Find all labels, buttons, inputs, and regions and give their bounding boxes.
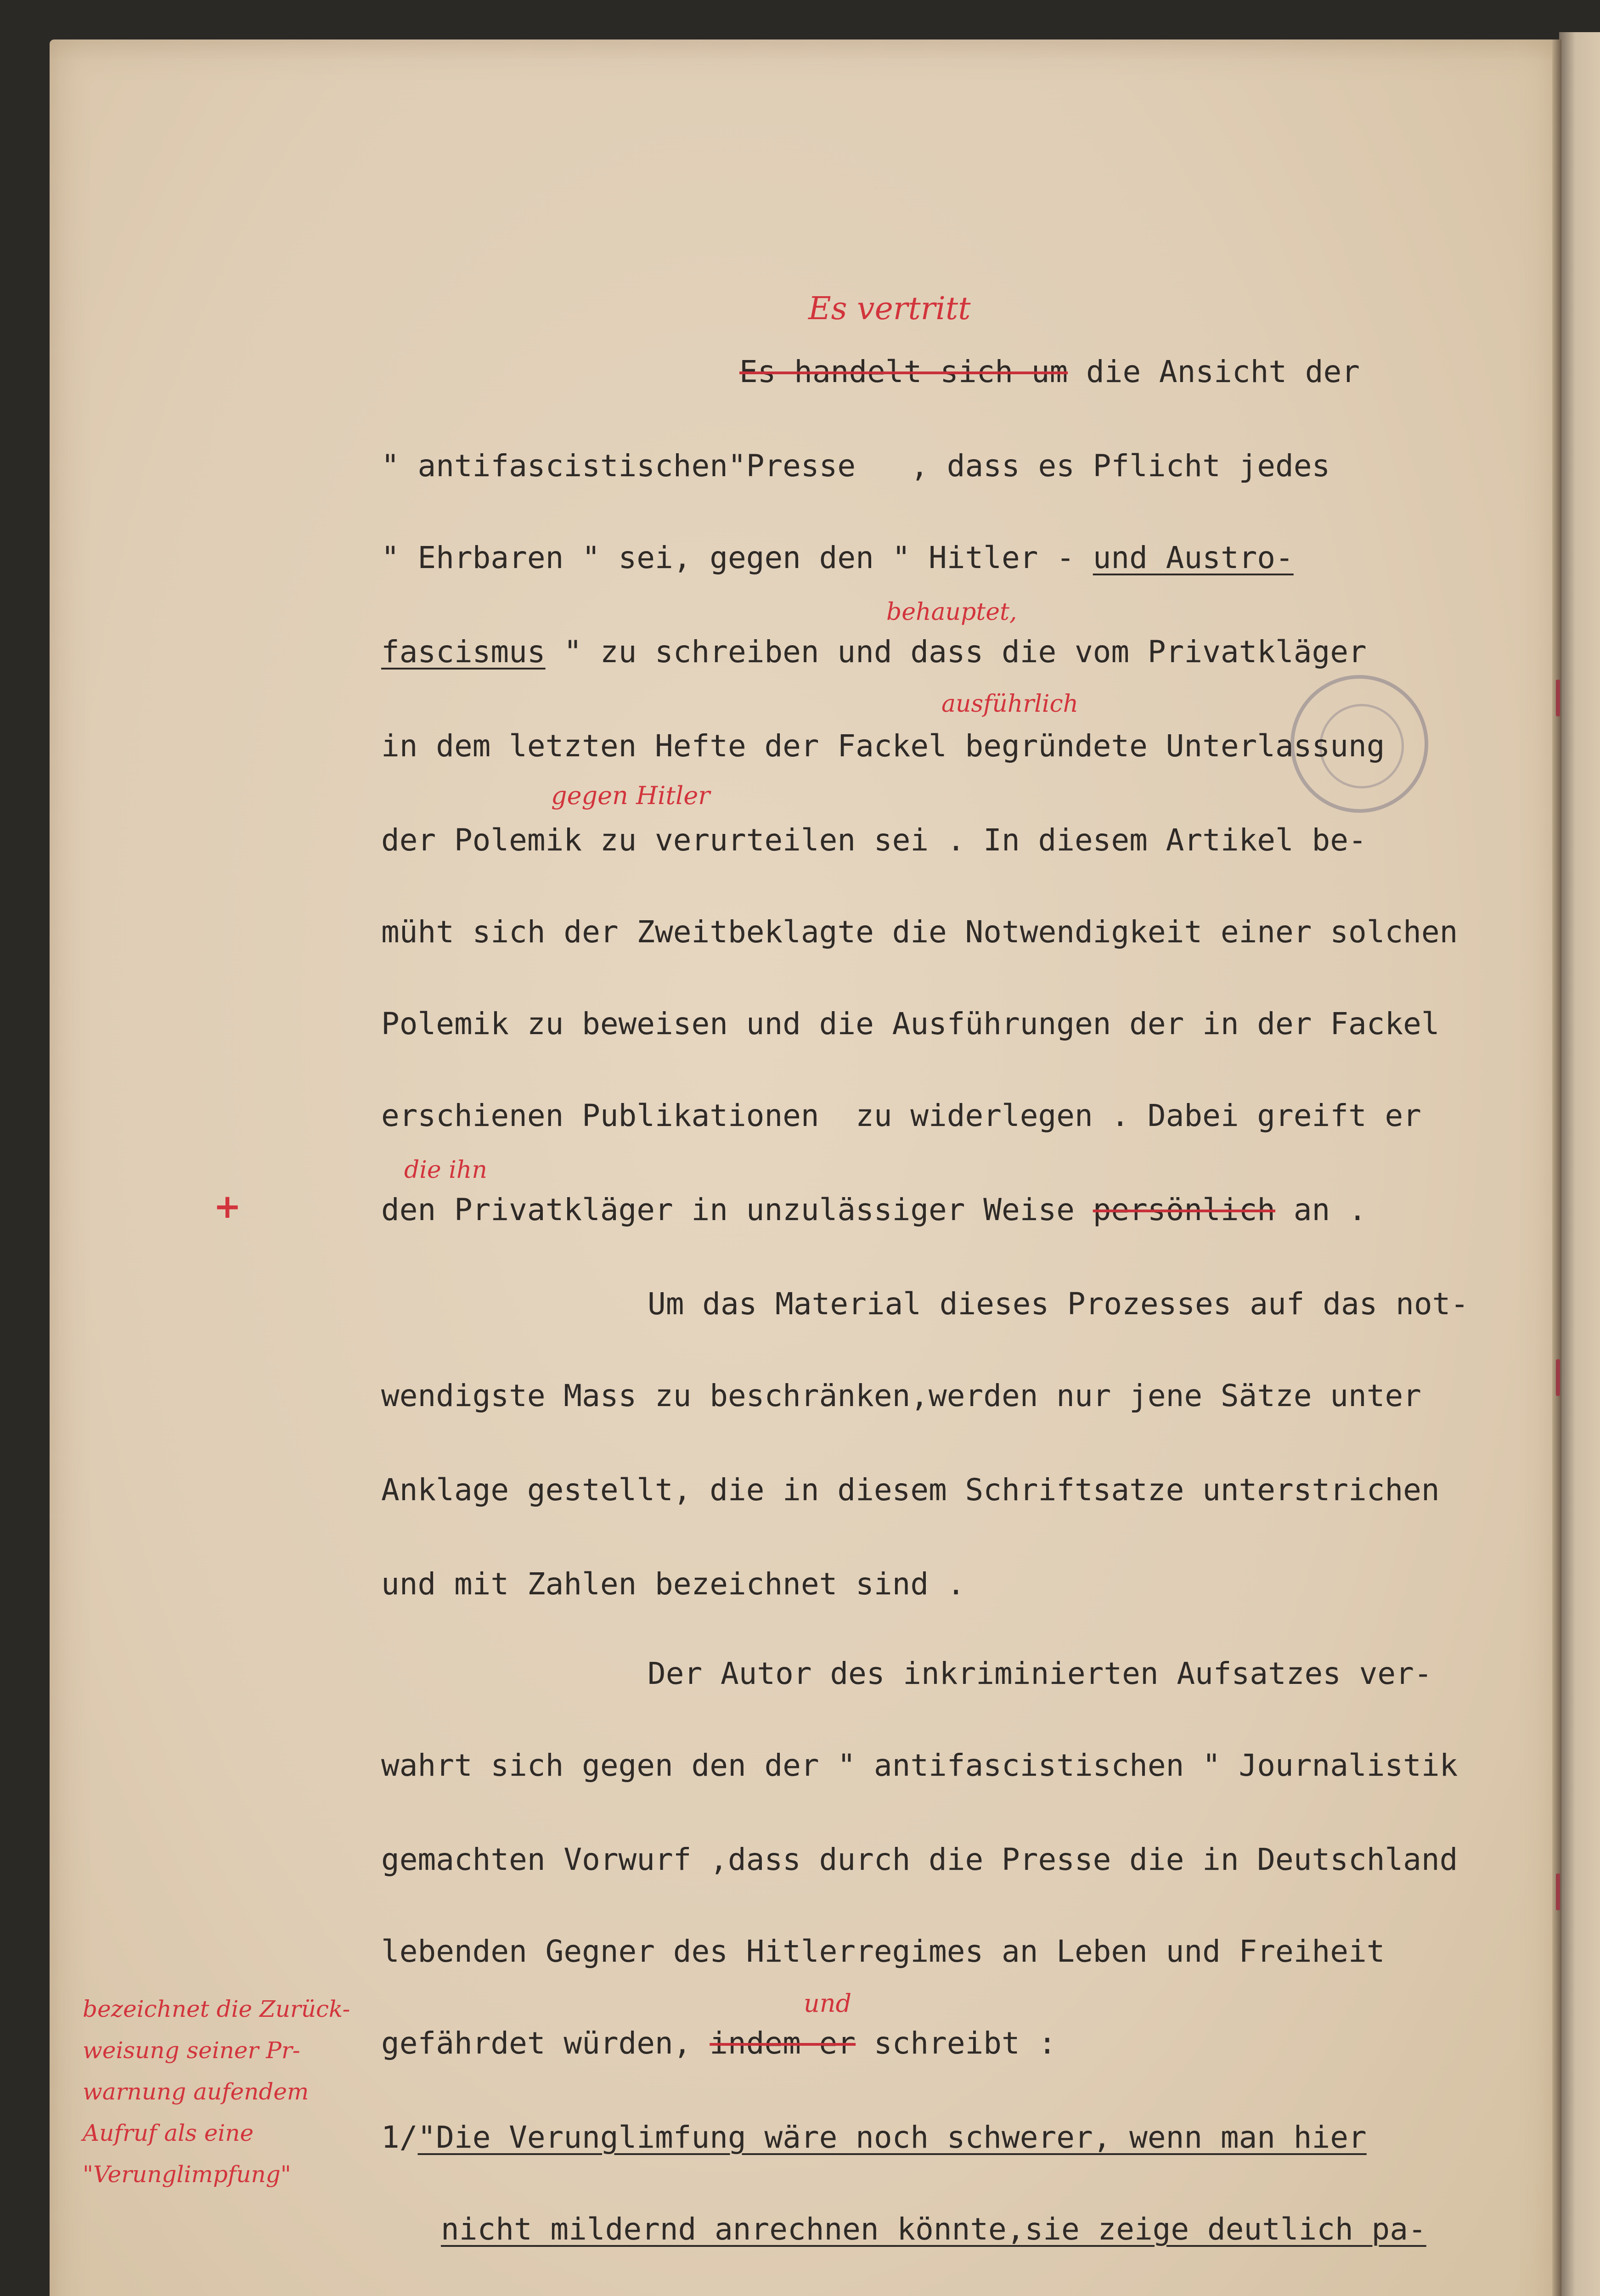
annotation-above-line1: Es vertritt — [808, 291, 971, 327]
p1-line4: fascismus " zu schreiben und dass die vom Privatkläger — [381, 634, 1367, 670]
p1-line1: Es handelt sich um die Ansicht der — [739, 354, 1360, 389]
p1-line6: der Polemik zu verurteilen sei . In diesem Artikel be- — [381, 822, 1367, 858]
struck-text: persönlich — [1093, 1192, 1276, 1227]
p1-line2: " antifascistischen"Presse , dass es Pflicht jedes — [381, 448, 1330, 484]
p3-line1: Der Autor des inkriminierten Aufsatzes ver- — [648, 1656, 1432, 1691]
p3-line4: lebenden Gegner des Hitlerregimes an Leben und Freiheit — [381, 1934, 1385, 1969]
annotation-above-line4: behauptet, — [886, 598, 1017, 626]
p1-line3: " Ehrbaren " sei, gegen den " Hitler - und Austro- — [381, 540, 1294, 575]
p2-line1: Um das Material dieses Prozesses auf das not- — [648, 1286, 1469, 1322]
p2-line3: Anklage gestellt, die in diesem Schriftsatze unterstrichen — [381, 1472, 1440, 1508]
p1-line10: den Privatkläger in unzulässiger Weise persönlich an . — [381, 1192, 1367, 1227]
underlined-text: fascismus — [381, 634, 546, 670]
p3-line5: gefährdet würden, indem er schreibt : — [381, 2026, 1057, 2061]
quote-line1: 1/"Die Verunglimfung wäre noch schwerer, wenn man hier — [381, 2120, 1367, 2155]
margin-note: bezeichnet die Zurück- weisung seiner Pr- warnung aufendem Aufruf als eine "Verunglimpfung" — [83, 1996, 350, 2188]
underlined-text: und Austro- — [1093, 540, 1294, 575]
binding-stitch — [1556, 1359, 1560, 1396]
p1-line9: erschienen Publikationen zu widerlegen . Dabei greift er — [381, 1098, 1421, 1133]
next-page-edge — [1559, 32, 1600, 2296]
annotation-above-line10: die ihn — [404, 1156, 487, 1184]
struck-text: Es handelt sich um — [739, 354, 1068, 389]
binding-stitch — [1556, 1874, 1560, 1910]
annotation-above-line6: gegen Hitler — [551, 781, 710, 810]
annotation-above-line5: ausführlich — [941, 690, 1079, 718]
binding-fold — [1552, 39, 1561, 2296]
p2-line4: und mit Zahlen bezeichnet sind . — [381, 1566, 965, 1602]
quote-number: 1/ — [381, 2120, 418, 2155]
p3-line2: wahrt sich gegen den der " antifascistischen " Journalistik — [381, 1748, 1458, 1783]
struck-text: indem er — [710, 2026, 856, 2061]
binding-stitch — [1556, 680, 1560, 716]
p3-line3: gemachten Vorwurf ,dass durch die Presse die in Deutschland — [381, 1842, 1458, 1877]
margin-mark: + — [214, 1187, 242, 1226]
p2-line2: wendigste Mass zu beschränken,werden nur jene Sätze unter — [381, 1378, 1421, 1413]
p1-line8: Polemik zu beweisen und die Ausführungen der in der Fackel — [381, 1006, 1440, 1041]
p1-line7: müht sich der Zweitbeklagte die Notwendigkeit einer solchen — [381, 914, 1458, 950]
annotation-above-p3-line5: und — [804, 1989, 852, 2018]
p1-line5: in dem letzten Hefte der Fackel begründete Unterlassung — [381, 728, 1385, 764]
quote-line2: nicht mildernd anrechnen könnte,sie zeige deutlich pa- — [441, 2212, 1426, 2247]
